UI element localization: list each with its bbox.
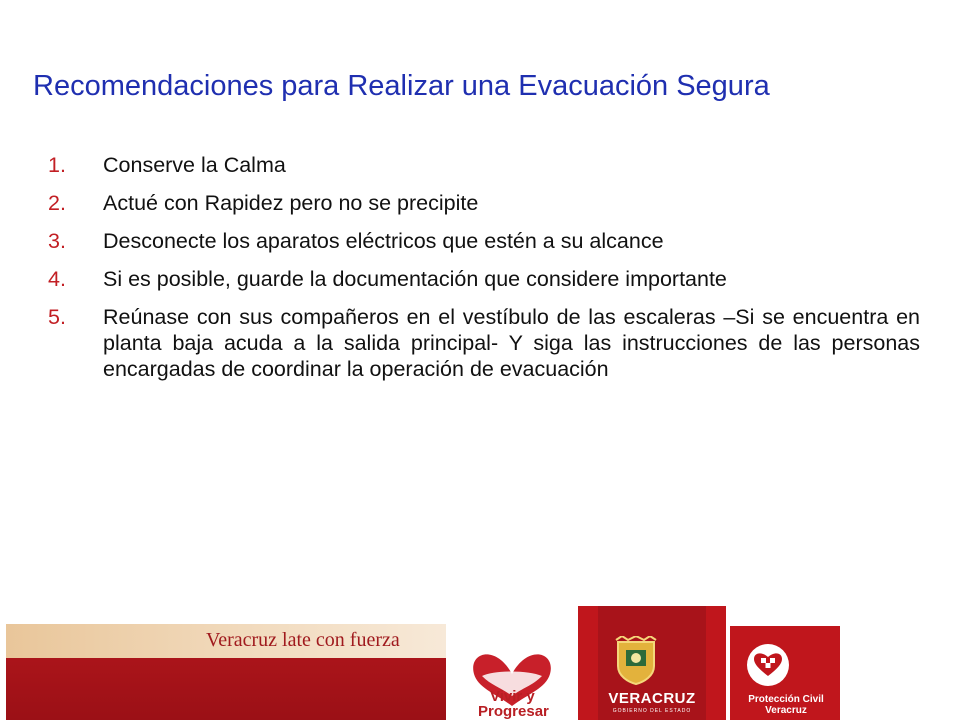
state-name: VERACRUZ xyxy=(608,690,696,707)
state-subtitle: GOBIERNO DEL ESTADO xyxy=(612,708,692,714)
list-item xyxy=(48,228,920,254)
list-number: 1. xyxy=(48,153,66,177)
slide-title: Recomendaciones para Realizar una Evacuación Segura xyxy=(33,70,770,102)
proteccion-civil-line2: Veracruz xyxy=(765,705,807,716)
list-text: Desconecte los aparatos eléctricos que estén a su alcance xyxy=(103,229,664,253)
list-number: 2. xyxy=(48,191,66,215)
list-text: Conserve la Calma xyxy=(103,153,286,177)
heart-logo-line1: Vivir y xyxy=(490,688,535,705)
heart-logo-line2: Progresar xyxy=(478,703,549,720)
slogan-text: Veracruz late con fuerza xyxy=(206,629,400,651)
proteccion-civil-name xyxy=(732,694,840,716)
list-number: 5. xyxy=(48,305,66,329)
recommendations-list xyxy=(48,152,920,394)
list-text: Si es posible, guarde la documentación que considere importante xyxy=(103,267,727,291)
footer-banner xyxy=(0,606,960,720)
coat-of-arms-icon xyxy=(612,636,660,686)
list-text: Reúnase con sus compañeros en el vestíbulo de las escaleras –Si se encuentra en planta baja acuda a la salida principal- Y siga las instrucciones de las personas encargadas de coordinar la operación de evacuación xyxy=(103,305,920,381)
list-number: 4. xyxy=(48,267,66,291)
list-text: Actué con Rapidez pero no se precipite xyxy=(103,191,479,215)
list-item xyxy=(48,266,920,292)
proteccion-civil-logo-icon xyxy=(745,642,791,688)
proteccion-civil-line1: Protección Civil xyxy=(748,694,824,705)
list-item xyxy=(48,190,920,216)
list-number: 3. xyxy=(48,229,66,253)
list-item xyxy=(48,304,920,382)
list-item xyxy=(48,152,920,178)
